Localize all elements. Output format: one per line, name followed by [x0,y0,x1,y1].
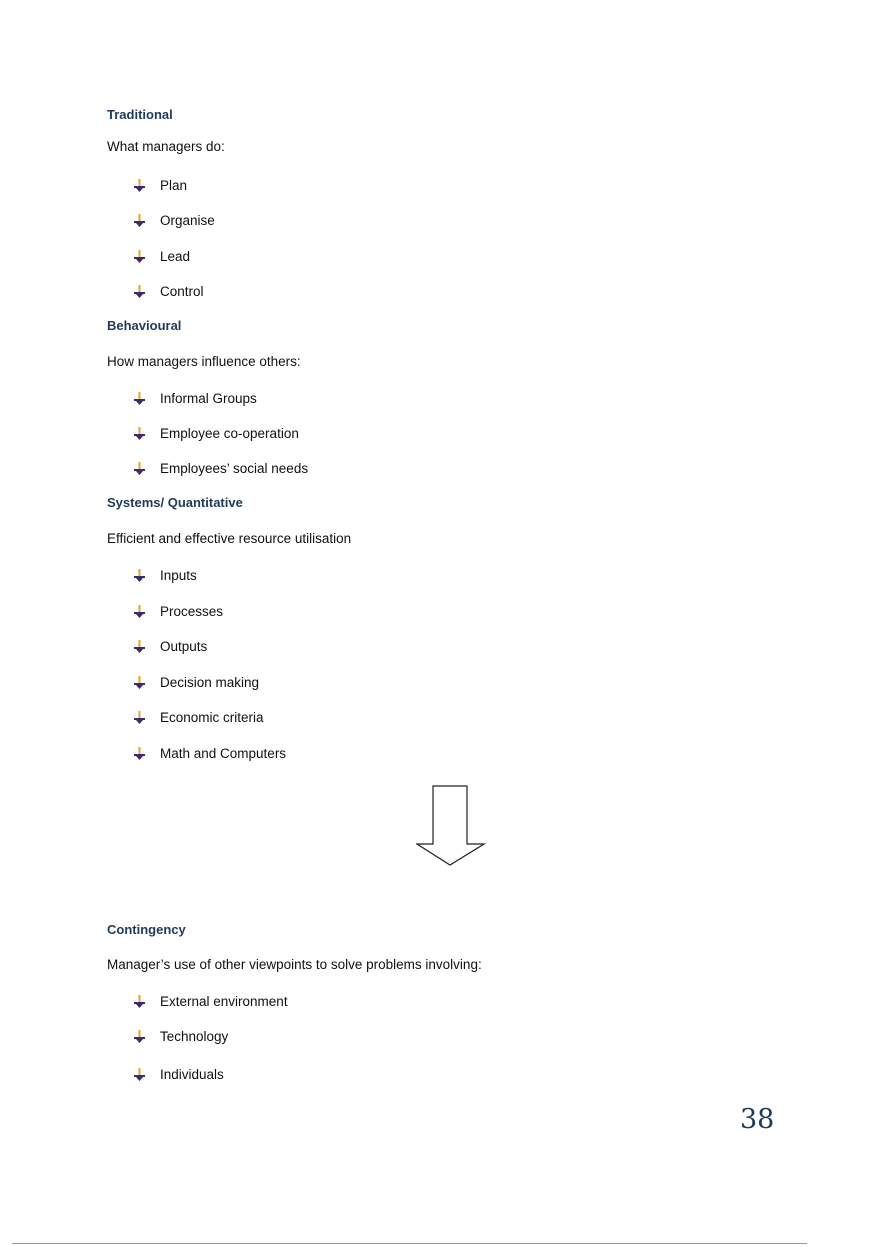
list-item [133,282,204,300]
list-item-label: Outputs [160,638,208,654]
list-item-label: Decision making [160,674,260,690]
list-item-label: Plan [160,177,188,193]
arrow-bullet-icon [133,1068,146,1081]
intro-systems: Efficient and effective resource utilisation [107,531,352,546]
list-item-label: Control [160,283,204,299]
list-item-label: External environment [160,993,288,1009]
intro-behavioural: How managers influence others: [107,354,301,369]
list-item [133,637,207,655]
arrow-bullet-icon [133,1030,146,1043]
list-item [133,566,197,584]
arrow-bullet-icon [133,569,146,582]
list-item [133,708,264,726]
arrow-bullet-icon [133,285,146,298]
arrow-bullet-icon [133,427,146,440]
list-item [133,459,308,477]
list-item-label: Technology [160,1028,229,1044]
list-item-label: Economic criteria [160,709,264,725]
list-item-label: Math and Computers [160,745,287,761]
list-item-label: Inputs [160,567,197,583]
list-item [133,992,288,1010]
list-item-label: Lead [160,248,191,264]
list-item-label: Individuals [160,1066,224,1082]
list-item [133,247,190,265]
list-item [133,389,257,407]
list-item [133,744,286,762]
list-item [133,176,187,194]
list-item-label: Employees’ social needs [160,460,309,476]
arrow-bullet-icon [133,462,146,475]
list-item-label: Processes [160,603,224,619]
page-number: 38 [740,1104,775,1135]
list-item [133,602,223,620]
arrow-bullet-icon [133,392,146,405]
arrow-bullet-icon [133,250,146,263]
heading-systems: Systems/ Quantitative [107,495,243,510]
arrow-bullet-icon [133,640,146,653]
list-item [133,211,215,229]
list-item-label: Employee co-operation [160,425,299,441]
list-item-label: Organise [160,212,215,228]
list-item [133,424,299,442]
arrow-bullet-icon [133,605,146,618]
arrow-bullet-icon [133,747,146,760]
arrow-bullet-icon [133,676,146,689]
down-arrow-icon [416,785,486,867]
footer-divider [12,1243,807,1244]
heading-traditional: Traditional [107,107,173,122]
heading-contingency: Contingency [107,922,186,937]
arrow-bullet-icon [133,995,146,1008]
intro-contingency: Manager’s use of other viewpoints to solve problems involving: [107,957,482,972]
list-item [133,1065,224,1083]
list-item [133,1027,228,1045]
list-item-label: Informal Groups [160,390,257,406]
heading-behavioural: Behavioural [107,318,182,333]
intro-traditional: What managers do: [107,139,225,154]
list-item [133,673,259,691]
arrow-bullet-icon [133,179,146,192]
arrow-bullet-icon [133,711,146,724]
arrow-bullet-icon [133,214,146,227]
